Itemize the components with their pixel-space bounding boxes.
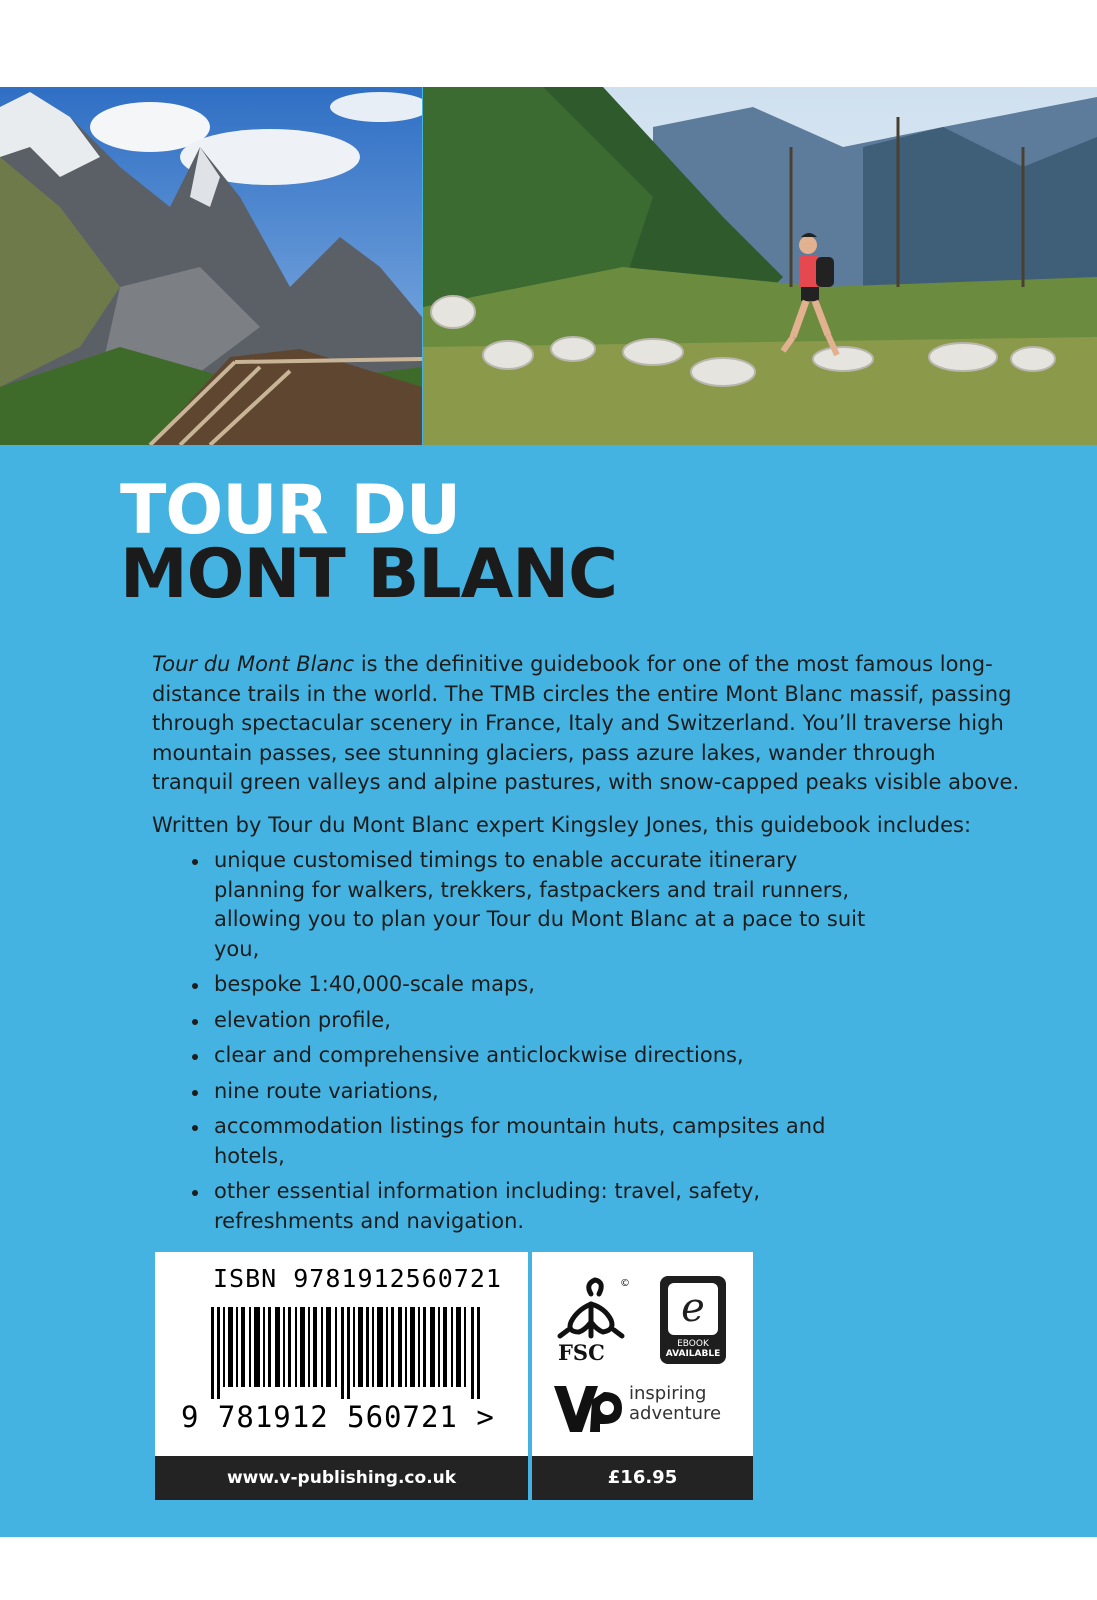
- isbn-label: ISBN 9781912560721: [213, 1264, 502, 1293]
- written-by-paragraph: Written by Tour du Mont Blanc expert Kingsley Jones, this guidebook includes:: [152, 812, 972, 837]
- tagline-line-2: adventure: [629, 1403, 722, 1424]
- feature-item: other essential information including: travel, safety, refreshments and navigation.: [214, 1177, 894, 1236]
- ebook-letter: e: [681, 1285, 705, 1331]
- ebook-label-2: AVAILABLE: [665, 1349, 721, 1359]
- feature-item: elevation profile,: [214, 1006, 894, 1036]
- tagline-line-1: inspiring: [629, 1383, 707, 1404]
- title-line-1: TOUR DU: [120, 471, 461, 550]
- publisher-tagline: [629, 1384, 721, 1424]
- barcode-digits: 9 781912 560721 >: [181, 1400, 495, 1434]
- svg-text:©: ©: [620, 1278, 630, 1289]
- barcode-icon: [211, 1307, 483, 1399]
- mountain-peaks-photo: [0, 87, 422, 445]
- logo-panel: [532, 1252, 753, 1456]
- intro-rest: is the definitive guidebook for one of the most famous long-distance trails in the world. The TMB circles the entire Mont Blanc massif, passing through spectacular scenery in France, Italy and Switzerland. You’ll traverse high mountain passes, see stunning glaciers, pass azure lakes, wander through tranquil green valleys and alpine pastures, with snow-capped peaks visible above.: [152, 652, 1020, 794]
- feature-item: clear and comprehensive anticlockwise directions,: [214, 1041, 894, 1071]
- ebook-icon: [660, 1276, 726, 1364]
- description: [152, 650, 1022, 1242]
- book-title: [120, 471, 618, 614]
- feature-item: bespoke 1:40,000-scale maps,: [214, 970, 894, 1000]
- vp-logo-icon: [552, 1382, 624, 1436]
- isbn-panel: [155, 1252, 528, 1456]
- price-label: £16.95: [532, 1456, 753, 1500]
- feature-item: nine route variations,: [214, 1077, 894, 1107]
- website-link[interactable]: www.v-publishing.co.uk: [155, 1456, 528, 1500]
- intro-paragraph: [152, 650, 1022, 798]
- feature-item: unique customised timings to enable accurate itinerary planning for walkers, trekkers, fastpackers and trail runners, allowing you to plan your Tour du Mont Blanc at a pace to suit you,: [214, 846, 894, 964]
- title-line-2: MONT BLANC: [120, 535, 618, 614]
- trail-runner-photo: [423, 87, 1097, 445]
- ebook-label-1: EBOOK: [677, 1339, 709, 1349]
- barcode-box: [155, 1252, 753, 1500]
- fsc-label: FSC: [558, 1340, 605, 1365]
- features-list: [152, 846, 894, 1236]
- back-cover: [0, 87, 1097, 1537]
- intro-lead: Tour du Mont Blanc: [152, 652, 355, 676]
- feature-item: accommodation listings for mountain huts, campsites and hotels,: [214, 1112, 894, 1171]
